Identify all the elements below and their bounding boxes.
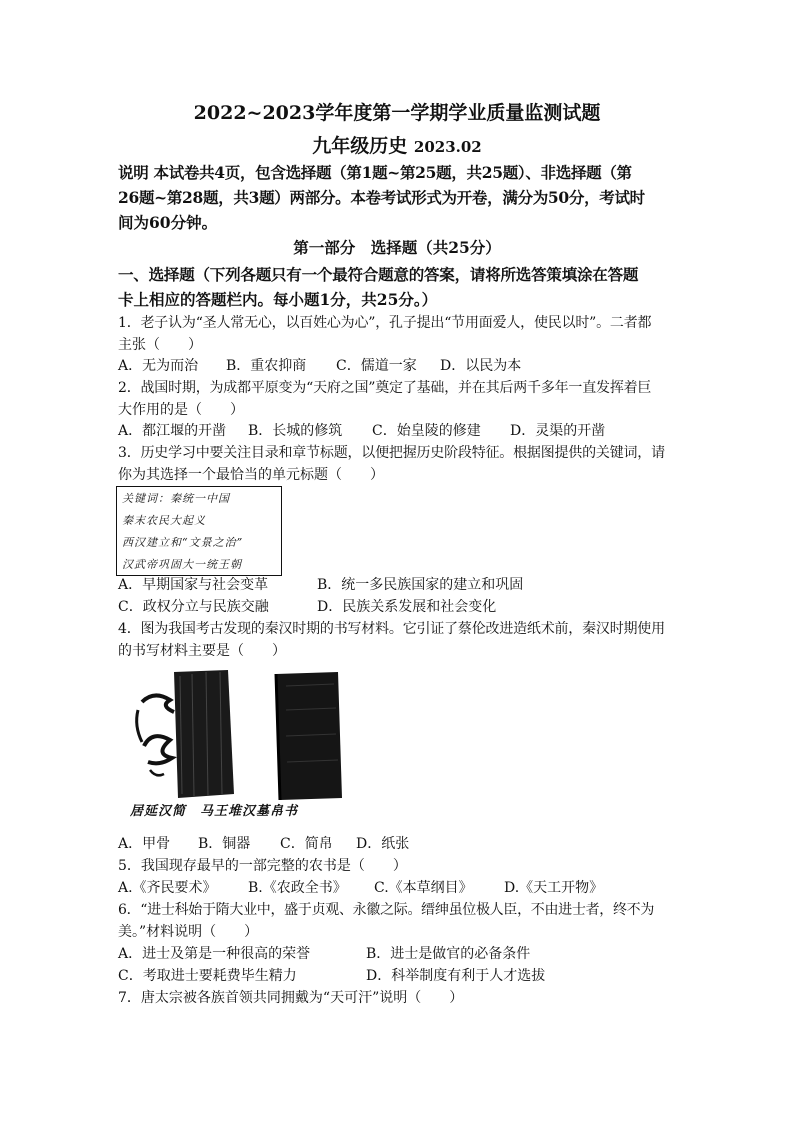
option-b[interactable]: B．长城的修筑 bbox=[248, 423, 343, 439]
options-q4 bbox=[118, 833, 678, 855]
keyword-line: 秦末农民大起义 bbox=[122, 514, 206, 527]
option-d[interactable]: D．民族关系发展和社会变化 bbox=[317, 599, 497, 615]
options-q3 bbox=[118, 574, 678, 618]
keywords-box bbox=[116, 486, 282, 576]
option-a[interactable]: A．无为而治 bbox=[118, 358, 199, 374]
option-a[interactable]: A.《齐民要术》 bbox=[118, 880, 217, 896]
question-text: 7．唐太宗被各族首领共同拥戴为“天可汗”说明（ ） bbox=[118, 990, 464, 1006]
question-4 bbox=[118, 618, 678, 662]
intro-line: 间为60分钟。 bbox=[118, 213, 218, 232]
option-b[interactable]: B．重农抑商 bbox=[226, 358, 307, 374]
option-a[interactable]: A．进士及第是一种很高的荣誉 bbox=[118, 946, 311, 962]
question-text: 2．战国时期，为成都平原变为“天府之国”奠定了基础，并在其后两千多年一直发挥着巨 bbox=[118, 380, 652, 396]
instr-line: 一、选择题（下列各题只有一个最符合题意的答案，请将所选答策填涂在答题 bbox=[118, 265, 639, 284]
binding-string bbox=[144, 736, 172, 763]
intro-line: 说明 本试卷共4页，包含选择题（第1题~第25题，共25题）、非选择题（第 bbox=[118, 163, 632, 182]
question-text: 3．历史学习中要关注目录和章节标题，以便把握历史阶段特征。根据图提供的关键词，请 bbox=[118, 445, 665, 461]
question-text: 的书写材料主要是（ ） bbox=[118, 643, 286, 659]
question-text: 4．图为我国考古发现的秦汉时期的书写材料。它引证了蔡伦改进造纸术前，秦汉时期使用 bbox=[118, 621, 665, 637]
option-c[interactable]: C．儒道一家 bbox=[336, 358, 417, 374]
option-b[interactable]: B．铜器 bbox=[198, 836, 251, 852]
option-a[interactable]: A．甲骨 bbox=[118, 836, 171, 852]
intro-line: 26题~第28题，共3题）两部分。本卷考试形式为开卷，满分为50分，考试时 bbox=[118, 188, 645, 207]
bamboo-slips bbox=[174, 670, 234, 798]
exam-subtitle bbox=[0, 131, 794, 158]
question-2 bbox=[118, 377, 678, 421]
exam-date: 2023.02 bbox=[413, 138, 482, 156]
silk-book bbox=[276, 672, 342, 800]
binding-string bbox=[142, 695, 174, 712]
question-7 bbox=[118, 987, 678, 1009]
option-a[interactable]: A．早期国家与社会变革 bbox=[118, 577, 269, 593]
option-a[interactable]: A．都江堰的开凿 bbox=[118, 423, 227, 439]
option-c[interactable]: C．考取进士要耗费毕生精力 bbox=[118, 968, 297, 984]
option-d[interactable]: D.《天工开物》 bbox=[504, 880, 604, 896]
question-3 bbox=[118, 442, 678, 486]
question-text: 你为其选择一个最恰当的单元标题（ ） bbox=[118, 467, 384, 483]
keyword-line: 汉武帝巩固大一统王朝 bbox=[122, 558, 242, 571]
option-b[interactable]: B．进士是做官的必备条件 bbox=[366, 946, 531, 962]
options-q5 bbox=[118, 877, 678, 899]
option-d[interactable]: D．以民为本 bbox=[440, 358, 522, 374]
option-d[interactable]: D．灵渠的开凿 bbox=[510, 423, 606, 439]
question-text: 1．老子认为“圣人常无心，以百姓心为心”，孔子提出“节用面爱人，使民以时”。二者都 bbox=[118, 315, 652, 331]
question-text: 大作用的是（ ） bbox=[118, 402, 244, 418]
option-c[interactable]: C．始皇陵的修建 bbox=[372, 423, 481, 439]
option-d[interactable]: D．纸张 bbox=[356, 836, 410, 852]
question-text: 主张（ ） bbox=[118, 337, 202, 353]
question-6 bbox=[118, 899, 678, 943]
question-text: 美。”材料说明（ ） bbox=[118, 924, 259, 940]
instr-line: 卡上相应的答题栏内。每小题1分，共25分。） bbox=[118, 290, 438, 309]
question-text: 5．我国现存最早的一部完整的农书是（ ） bbox=[118, 858, 407, 874]
exam-instructions bbox=[118, 160, 678, 235]
option-b[interactable]: B.《农政全书》 bbox=[248, 880, 347, 896]
question-5 bbox=[118, 855, 678, 877]
section-title: 第一部分 选择题（共25分） bbox=[293, 238, 501, 257]
keyword-line: 西汉建立和“文景之治” bbox=[122, 536, 244, 549]
question-1 bbox=[118, 312, 678, 356]
section-instructions bbox=[118, 262, 678, 312]
option-c[interactable]: C．政权分立与民族交融 bbox=[118, 599, 269, 615]
options-q2 bbox=[118, 420, 678, 442]
keyword-line: 关键词：秦统一中国 bbox=[122, 492, 230, 505]
option-c[interactable]: C.《本草纲目》 bbox=[374, 880, 473, 896]
exam-title: 2022~2023学年度第一学期学业质量监测试题 bbox=[193, 102, 601, 124]
options-q6 bbox=[118, 943, 678, 987]
option-c[interactable]: C．简帛 bbox=[280, 836, 333, 852]
options-q1 bbox=[118, 355, 678, 377]
image-caption: 居延汉简 马王堆汉墓帛书 bbox=[130, 804, 299, 819]
question-text: 6．“进士科始于隋大业中，盛于贞观、永徽之际。缙绅虽位极人臣，不由进士者，终不为 bbox=[118, 902, 655, 918]
subject-label: 九年级历史 bbox=[312, 135, 408, 157]
option-d[interactable]: D．科举制度有利于人才选拔 bbox=[366, 968, 546, 984]
option-b[interactable]: B．统一多民族国家的建立和巩固 bbox=[317, 577, 524, 593]
